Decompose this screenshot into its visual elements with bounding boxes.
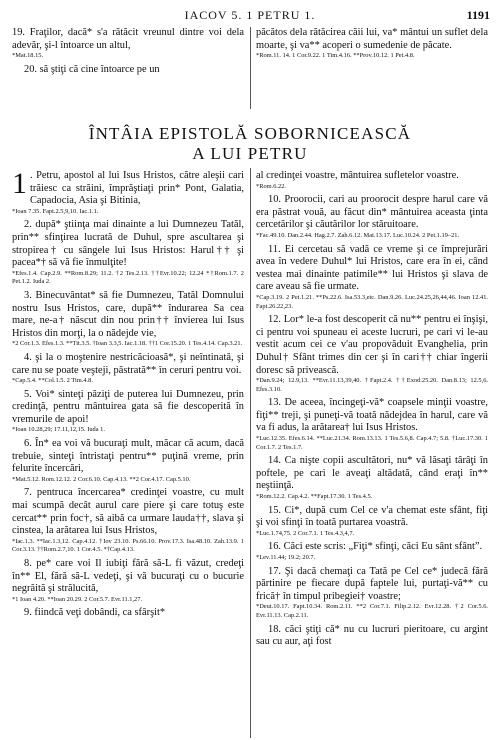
running-title: IACOV 5. 1 PETRU 1.	[184, 8, 316, 22]
verse-text: 2. după* ştiinţa mai dinainte a lui Dumnezeu Tatăl, prin** sfinţirea lucrată de Duhul, spre ascultarea şi stropirea† cu sângele lui Isus Hristos: Harul†† şi pacea*† să vă fie înmulţite!	[12, 219, 244, 269]
cross-reference: *Luc.1.74,75. 2 Cor.7.1. 1 Tes.4.3,4,7.	[256, 529, 355, 537]
book-title-line2: A LUI PETRU	[192, 144, 308, 163]
verse-text: 7. pentruca încercarea* credinţei voastre, cu mult mai scumpă decât aurul care piere şi care totuş este cercat** prin foc†, să aibă ca urmare lauda††, slava şi cinstea, la arătarea lui Isus Hristos,	[12, 487, 244, 537]
book-title	[0, 124, 500, 164]
cross-reference: *Fac.49.10. Dan.2.44. Hag.2.7. Zah.6.12. Mat.13.17. Luc.10.24. 2 Pet.1.19–21.	[256, 231, 460, 239]
verse-text: 16. Căci este scris: „Fiţi* sfinţi, căci Eu sânt sfânt”.	[268, 541, 483, 553]
verse-text: 11. Ei cercetau să vadă ce vreme şi ce împrejurări avea în vedere Duhul* lui Hristos, care era în ei, când vestea mai dinainte patimile** lui Hristos şi slava de care aveau să fie urmate.	[256, 243, 488, 293]
verse-text: păcătos dela rătăcirea căii lui, va* mântui un suflet dela moarte, şi va** acoperi o sumedenie de păcate.	[256, 27, 488, 51]
verse-text: 13. De aceea, încingeţi-vă* coapsele minţii voastre, fiţi** treji, şi puneţi-vă toată nădejdea în harul, care vă va fi adus, la arătarea† lui Isus Hristos.	[256, 397, 488, 434]
verse-text: al credinţei voastre, mântuirea sufletelor voastre.	[256, 170, 459, 181]
verse-text: 4. şi la o moştenire nestricăcioasă*, şi neîntinată, şi care nu se poate veşteji, păstrată** în ceruri pentru voi.	[12, 351, 244, 376]
cross-reference: *Rom.12.2. Cap.4.2. **Fapt.17.30. 1 Tes.4.5.	[256, 493, 373, 501]
verse-text: 20. să ştiţi că cine întoarce pe un	[24, 63, 160, 75]
cross-reference: *2 Cor.1.3. Efes.1.3. **Tit.3.5. †Ioan 3.3,5. Iac.1.18. ††1 Cor.15.20. 1 Tes.4.14. Cap.3.21.	[12, 340, 243, 348]
cross-reference: *Efes.1.4. Cap.2.9. **Rom.8.29; 11.2. †2 Tes.2.13. ††Evr.10.22; 12.24 *†Rom.1.7. 2 Pet.1.2. Iuda 2.	[12, 269, 244, 286]
cross-reference: *Deut.10.17. Fapt.10.34. Rom.2.11. **2 Cor.7.1. Filip.2.12. Evr.12.28. †2 Cor.5.6. Evr.11.13. Cap.2.11.	[256, 603, 488, 619]
cross-reference: *Rom.6.22.	[256, 182, 287, 190]
verse-text	[12, 170, 244, 208]
top-left-column	[12, 27, 244, 115]
cross-reference: *Mat.18.15.	[12, 52, 44, 60]
verse-text: 15. Ci*, după cum Cel ce v'a chemat este sfânt, fiţi şi voi sfinţi în toată purtarea voastră.	[256, 504, 488, 529]
verse-body: . Petru, apostol al lui Isus Hristos, către aleşii cari trăiesc ca străini, împrăştiaţi prin* Pont, Galatia, Capadocia, Asia şi Bitinia,	[30, 170, 244, 207]
cross-reference: *Ioan 10.28,29; 17.11,12,15. Iuda 1.	[12, 426, 105, 434]
verse-text: 5. Voi* sinteţi păziţi de puterea lui Dumnezeu, prin credinţă, pentru mântuirea gata să fie descoperită în vremurile de apoi!	[12, 388, 244, 425]
verse-text: 6. În* ea voi vă bucuraţi mult, măcar că acum, dacă trebuie, sinteţi întristaţi pentru** puţină vreme, prin felurite încercări,	[12, 438, 244, 475]
verse-text: 12. Lor* le-a fost descoperit că nu** pentru ei înşişi, ci pentru voi spuneau ei aceste lucruri, pe cari vi le-au vestit acum cei ce v'au propovăduit Evanghelia, prin Duhul† Sfânt trimes din cer şi în cari†† chiar îngerii doresc să privească.	[256, 314, 488, 376]
verse-text: 14. Ca nişte copii ascultători, nu* vă lăsaţi târâţi în poftele, pe cari le aveaţi altădată, când eraţi în** neştiinţă.	[256, 455, 488, 492]
verse-text: 9. fiindcă veţi dobândi, ca sfârşit*	[24, 607, 166, 619]
main-column-rule	[250, 168, 251, 738]
cross-reference: *Ioan 7.35. Fapt.2.5,9,10. Iac.1.1.	[12, 207, 99, 215]
main-left-column	[12, 170, 244, 738]
verse-text: 8. pe* care voi Il iubiţi fără să-L fi văzut, credeţi în** El, fără să-L vedeţi, şi vă bucuraţi cu o bucurie negrăită şi strălucită,	[12, 558, 244, 595]
cross-reference: *Rom.11. 14. 1 Cor.9.22. 1 Tim.4.16. **Prov.10.12. 1 Pet.4.8.	[256, 52, 415, 60]
cross-reference: *1 Ioan 4.20. **Ioan 20.29. 2 Cor.5.7. Evr.11.1,27.	[12, 595, 143, 603]
top-column-rule	[250, 27, 251, 109]
cross-reference: *Cap.5.4. **Col.1.5. 2 Tim.4.8.	[12, 377, 93, 385]
verse-text: 3. Binecuvântat* să fie Dumnezeu, Tatăl Domnului nostru Isus Hristos, care, după** îndurarea Sa cea mare, ne-a† născut din nou prin†† învierea lui Isus Hristos din morţi, la o nădejde vie,	[12, 289, 244, 339]
cross-reference: *Cap.3.19. 2 Pet.1.21. **Ps.22.6. Isa.53.3,etc. Dan.9.26. Luc.24.25,26,44,46. Ioan 12.41. Fapt.26.22,23.	[256, 293, 488, 310]
book-title-line1: ÎNTÂIA EPISTOLĂ SOBORNICEASCĂ	[88, 124, 412, 143]
verse-text: 19. Fraţilor, dacă* s'a rătăcit vreunul dintre voi dela adevăr, şi-l întoarce un altul,	[12, 27, 244, 51]
main-right-column	[256, 170, 488, 738]
cross-reference: *Luc.12.35. Efes.6.14. **Luc.21.34. Rom.13.13. 1 Tes.5.6,8. Cap.4.7; 5.8. †Luc.17.30. 1 Cor.1.7. 2 Tes.1.7.	[256, 435, 488, 451]
cross-reference: *Mat.5.12. Rom.12.12. 2 Cor.6.10. Cap.4.13. **2 Cor.4.17. Cap.5.10.	[12, 475, 191, 483]
cross-reference: *Iac.1.3. **Iac.1.3,12. Cap.4.12. †Iov 23.10. Ps.66.10. Prov.17.3. Isa.48.10. Zah.13.9. 1 Cor.3.13. ††Rom.2.7,10. 1 Cor.4.5. *†Cap.4.13.	[12, 537, 244, 554]
verse-text: 18. căci ştiţi că* nu cu lucruri pieritoare, cu argint sau cu aur, aţi fost	[256, 623, 488, 648]
running-head	[0, 8, 500, 24]
top-right-column	[256, 27, 488, 115]
chapter-drop-cap: 1	[12, 170, 27, 200]
cross-reference: *Lev.11.44; 19.2; 20.7.	[256, 554, 316, 561]
cross-reference: *Dan.9.24; 12.9,13. **Evr.11.13,39,40. †Fapt.2.4. ††Exod.25.20. Dan.8.13; 12.5,6. Efes.3.10.	[256, 377, 488, 393]
page-number: 1191	[466, 8, 490, 22]
verse-text: 10. Proorocii, cari au proorocit despre harul care vă era păstrat vouă, au făcut din* mântuirea aceasta ţinta cercetărilor şi căutărilor lor stăruitoare.	[256, 194, 488, 231]
verse-text: 17. Şi dacă chemaţi ca Tată pe Cel ce* judecă fără părtinire pe fiecare după faptele lui, purtaţi-vă** cu frică† în timpul pribegiei† voastre;	[256, 565, 488, 602]
